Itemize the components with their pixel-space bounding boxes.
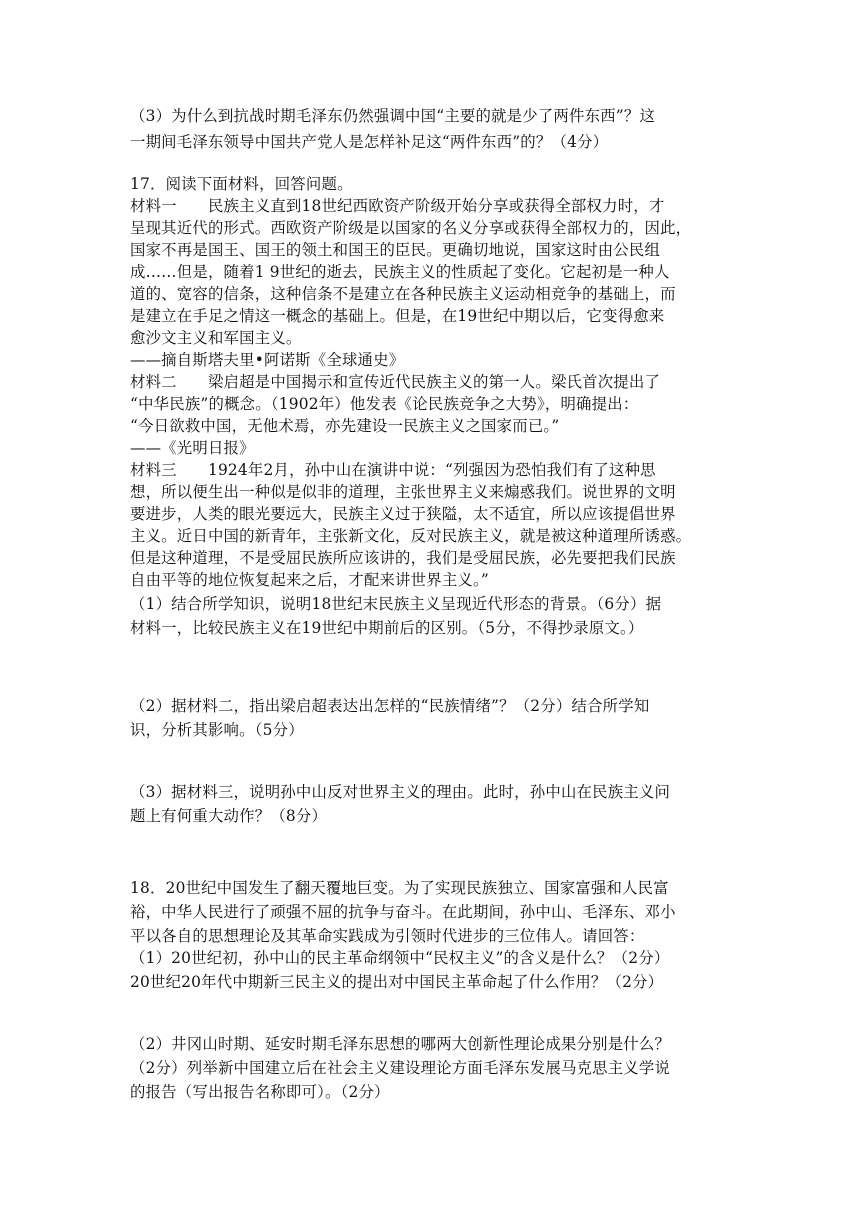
q17-intro: 17．阅读下面材料，回答问题。 <box>130 175 353 193</box>
q17-m1-source: ——摘自斯塔夫里•阿诺斯《全球通史》 <box>130 351 405 369</box>
q17-m1-line-1: 材料一 民族主义直到18世纪西欧资产阶级开始分享或获得全部权力时，才 <box>130 197 665 215</box>
q17-m3-line-1: 材料三 1924年2月，孙中山在演讲中说：“列强因为恐怕我们有了这种思 <box>130 461 656 479</box>
q18-p2-line-3: 的报告（写出报告名称即可）。（2分） <box>130 1083 390 1101</box>
q18-intro-line-3: 平以各自的思想理论及其革命实践成为引领时代进步的三位伟人。请回答： <box>130 927 645 945</box>
q17-m1-line-3: 国家不再是国王、国王的领土和国王的臣民。更确切地说，国家这时由公民组 <box>130 241 661 259</box>
q18-p2-line-1: （2）井冈山时期、延安时期毛泽东思想的哪两大创新性理论成果分别是什么？ <box>130 1035 671 1053</box>
q17-p2-line-2: 识，分析其影响。（5分） <box>130 721 304 739</box>
q17-m3-line-4: 主义。近日中国的新青年，主张新文化，反对民族主义，就是被这种道理所诱惑。 <box>130 527 692 545</box>
q17-m3-line-2: 想，所以便生出一种似是似非的道理，主张世界主义来煽惑我们。说世界的文明 <box>130 483 676 501</box>
q17-m3-line-6: 自由平等的地位恢复起来之后，才配来讲世界主义。” <box>130 571 489 589</box>
q17-m2-source: ——《光明日报》 <box>130 439 255 457</box>
q17-m3-line-3: 要进步，人类的眼光要远大，民族主义过于狭隘，太不适宜，所以应该提倡世界 <box>130 505 676 523</box>
q17-m1-line-7: 愈沙文主义和军国主义。 <box>130 329 302 347</box>
q18-p2-line-2: （2分）列举新中国建立后在社会主义建设理论方面毛泽东发展马克思主义学说 <box>130 1059 671 1077</box>
q17-p1-line-1: （1）结合所学知识，说明18世纪末民族主义呈现近代形态的背景。（6分）据 <box>130 595 662 613</box>
q17-m1-line-5: 道的、宽容的信条，这种信条不是建立在各种民族主义运动相竞争的基础上，而 <box>130 285 676 303</box>
q17-m2-line-1: 材料二 梁启超是中国揭示和宣传近代民族主义的第一人。梁氏首次提出了 <box>130 373 661 391</box>
q17-m1-line-6: 是建立在手足之情这一概念的基础上。但是，在19世纪中期以后，它变得愈来 <box>130 307 665 325</box>
q17-m2-line-2: “中华民族”的概念。（1902年）他发表《论民族竞争之大势》，明确提出： <box>130 395 639 413</box>
q17-m1-line-4: 成……但是，随着1 9世纪的逝去，民族主义的性质起了变化。它起初是一种人 <box>130 263 670 281</box>
q17-p3-line-1: （3）据材料三，说明孙中山反对世界主义的理由。此时，孙中山在民族主义问 <box>130 783 671 801</box>
q17-m1-line-2: 呈现其近代的形式。西欧资产阶级是以国家的名义分享或获得全部权力的，因此， <box>130 219 692 237</box>
q18-p1-line-1: （1）20世纪初，孙中山的民主革命纲领中“民权主义”的含义是什么？（2分） <box>130 949 670 967</box>
q18-p1-line-2: 20世纪20年代中期新三民主义的提出对中国民主革命起了什么作用？（2分） <box>130 973 664 991</box>
q17-p3-line-2: 题上有何重大动作？（8分） <box>130 807 328 825</box>
q17-m3-line-5: 但是这种道理，不是受屈民族所应该讲的，我们是受屈民族，必先要把我们民族 <box>130 549 676 567</box>
q16-p3-line-1: （3）为什么到抗战时期毛泽东仍然强调中国“主要的就是少了两件东西”？这 <box>130 107 656 125</box>
q17-p2-line-1: （2）据材料二，指出梁启超表达出怎样的“民族情绪”？（2分）结合所学知 <box>130 697 650 715</box>
q17-m2-line-3: “今日欲救中国，无他术焉，亦先建设一民族主义之国家而已。” <box>130 417 560 435</box>
q18-intro-line-1: 18．20世纪中国发生了翻天覆地巨变。为了实现民族独立、国家富强和人民富 <box>130 879 669 897</box>
q18-intro-line-2: 裕，中华人民进行了顽强不屈的抗争与奋斗。在此期间，孙中山、毛泽东、邓小 <box>130 903 676 921</box>
q16-p3-line-2: 一期间毛泽东领导中国共产党人是怎样补足这“两件东西”的？（4分） <box>130 133 609 151</box>
q17-p1-line-2: 材料一，比较民族主义在19世纪中期前后的区别。（5分，不得抄录原文。） <box>130 619 644 637</box>
